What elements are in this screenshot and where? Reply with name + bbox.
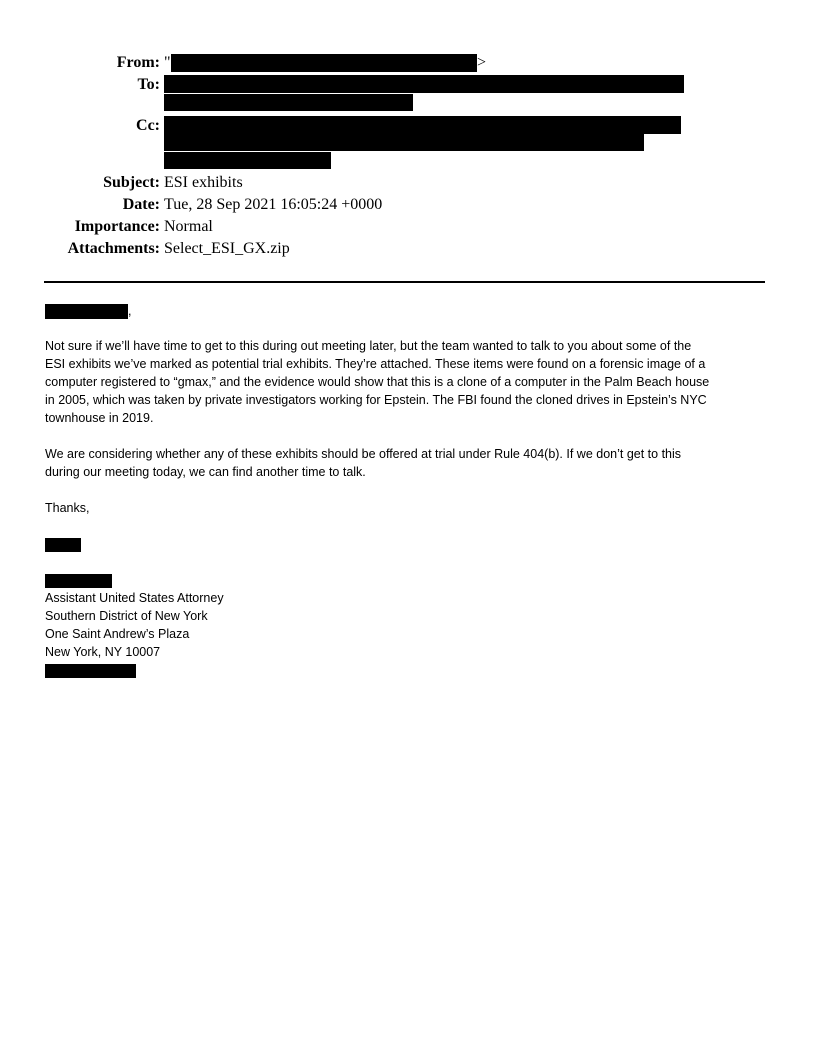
subject-label: Subject: (103, 174, 160, 191)
from-prefix: " (164, 54, 171, 71)
closing (45, 499, 770, 517)
subject-row (0, 172, 816, 194)
date-value: Tue, 28 Sep 2021 16:05:24 +0000 (164, 196, 383, 213)
from-suffix: > (477, 54, 487, 71)
text-line: ESI exhibits we’ve marked as potential trial exhibits. They’re attached. These items were found on a forensic image of a (45, 357, 706, 371)
from-label: From: (116, 54, 160, 71)
greeting-suffix: , (128, 304, 132, 318)
paragraph-1 (45, 337, 770, 427)
sender-name-redaction (45, 538, 81, 552)
header-divider (44, 281, 765, 283)
attachment-link[interactable]: Select_ESI_GX.zip (164, 240, 290, 257)
to-label: To: (137, 76, 160, 93)
attachments-row (0, 238, 816, 260)
cc-redaction (164, 134, 644, 151)
signature-line: One Saint Andrew’s Plaza (45, 627, 190, 641)
cc-redaction (164, 152, 331, 169)
importance-row (0, 216, 816, 238)
signature-line: New York, NY 10007 (45, 645, 161, 659)
text-line: computer registered to “gmax,” and the evidence would show that this is a clone of a computer in the Palm Beach house (45, 375, 710, 389)
signature-contact-redaction (45, 664, 136, 678)
importance-value: Normal (164, 218, 213, 235)
signature-line: Southern District of New York (45, 609, 208, 623)
text-line: Not sure if we’ll have time to get to this during out meeting later, but the team wanted to talk to you about some of the (45, 339, 692, 353)
subject-value: ESI exhibits (164, 174, 243, 191)
text-line: during our meeting today, we can find another time to talk. (45, 465, 366, 479)
attachments-label: Attachments: (67, 240, 160, 257)
text-line: in 2005, which was taken by private investigators working for Epstein. The FBI found the cloned drives in Epstein’s NYC (45, 393, 707, 407)
closing-text: Thanks, (45, 501, 90, 515)
date-label: Date: (122, 196, 160, 213)
paragraph-2 (45, 445, 770, 481)
text-line: We are considering whether any of these exhibits should be offered at trial under Rule 404(b). If we don’t get to this (45, 447, 682, 461)
greeting-redaction (45, 304, 128, 319)
to-redaction (164, 94, 413, 111)
signature-name-redaction (45, 574, 112, 588)
date-row (0, 194, 816, 216)
signature-block (45, 589, 770, 661)
signature-line: Assistant United States Attorney (45, 591, 224, 605)
cc-redaction (164, 116, 681, 134)
cc-label: Cc: (136, 117, 160, 134)
to-redaction (164, 75, 684, 93)
from-redaction (171, 54, 477, 72)
importance-label: Importance: (74, 218, 160, 235)
text-line: townhouse in 2019. (45, 411, 154, 425)
